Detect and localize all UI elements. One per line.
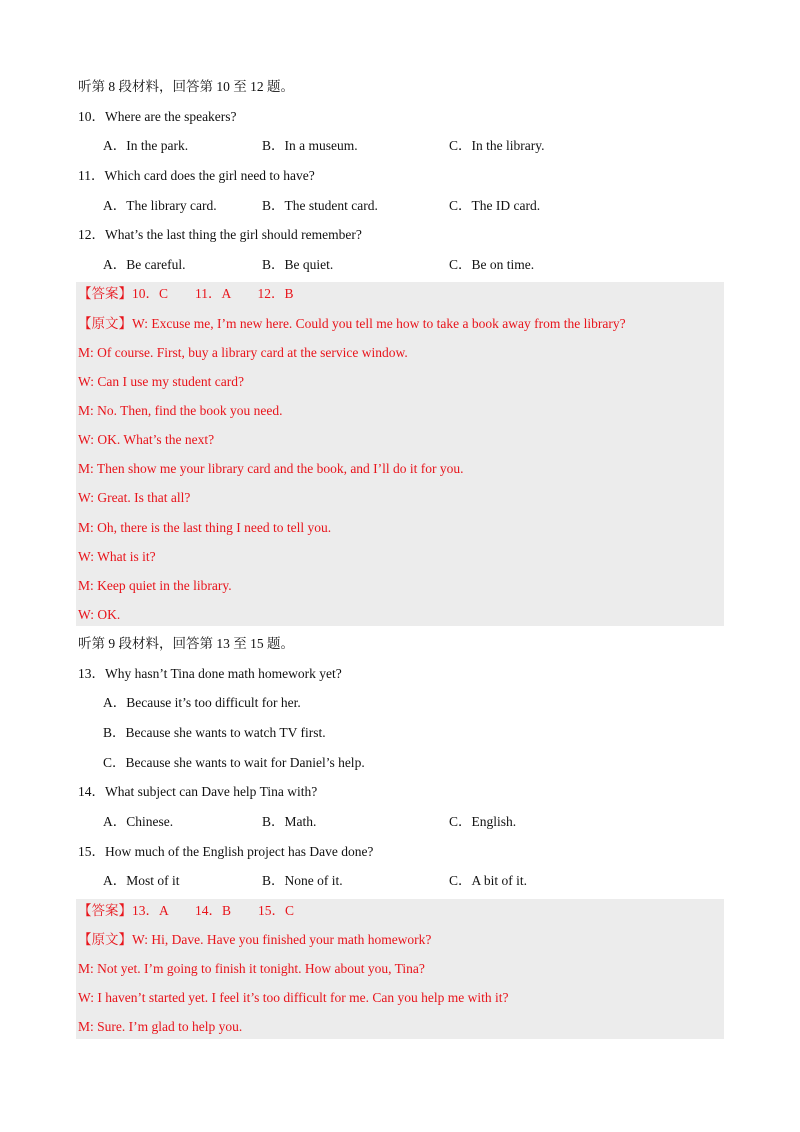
transcript-line: W: OK.	[78, 607, 121, 622]
transcript-line: W: What is it?	[78, 549, 156, 564]
question-15-option-c: C．A bit of it.	[449, 873, 528, 888]
question-15-option-b: B．None of it.	[262, 873, 343, 888]
transcript-line: 【原文】W: Hi, Dave. Have you finished your math homework?	[78, 932, 432, 947]
question-15-stem: 15．How much of the English project has Dave done?	[78, 844, 374, 859]
transcript-line: M: Then show me your library card and the book, and I’ll do it for you.	[78, 461, 464, 476]
transcript-line: W: Great. Is that all?	[78, 490, 191, 505]
question-10-option-b: B．In a museum.	[262, 138, 358, 153]
transcript-line: M: Oh, there is the last thing I need to tell you.	[78, 520, 332, 535]
question-14-stem: 14．What subject can Dave help Tina with?	[78, 784, 318, 799]
question-13-option-a: A．Because it’s too difficult for her.	[103, 695, 301, 710]
question-11-option-a: A．The library card.	[103, 198, 217, 213]
question-10-option-c: C．In the library.	[449, 138, 545, 153]
question-14-option-c: C．English.	[449, 814, 517, 829]
question-10-option-a: A．In the park.	[103, 138, 189, 153]
question-10-stem: 10．Where are the speakers?	[78, 109, 237, 124]
transcript-label: 【原文】	[78, 932, 132, 947]
answer-text: 10．C 11．A 12．B	[132, 286, 294, 301]
transcript-label: 【原文】	[78, 316, 132, 331]
answer-line-9	[78, 900, 294, 922]
question-12-option-c: C．Be on time.	[449, 257, 535, 272]
question-11-option-b: B．The student card.	[262, 198, 378, 213]
question-11-stem: 11．Which card does the girl need to have?	[78, 168, 315, 183]
question-14-option-a: A．Chinese.	[103, 814, 174, 829]
answer-label: 【答案】	[78, 903, 132, 918]
section-8-intro: 听第 8 段材料，回答第 10 至 12 题。	[78, 79, 294, 94]
transcript-line: W: OK. What’s the next?	[78, 432, 215, 447]
answer-line-8	[78, 283, 294, 305]
question-11-option-c: C．The ID card.	[449, 198, 541, 213]
question-15-option-a: A．Most of it	[103, 873, 180, 888]
question-12-option-a: A．Be careful.	[103, 257, 186, 272]
transcript-line: M: Sure. I’m glad to help you.	[78, 1019, 243, 1034]
section-9-intro: 听第 9 段材料，回答第 13 至 15 题。	[78, 636, 294, 651]
question-13-stem: 13．Why hasn’t Tina done math homework yet?	[78, 666, 342, 681]
answer-label: 【答案】	[78, 286, 132, 301]
transcript-line: W: Can I use my student card?	[78, 374, 244, 389]
transcript-line: 【原文】W: Excuse me, I’m new here. Could you tell me how to take a book away from the library?	[78, 316, 626, 331]
transcript-line: M: Not yet. I’m going to finish it tonight. How about you, Tina?	[78, 961, 425, 976]
question-14-option-b: B．Math.	[262, 814, 317, 829]
answer-text: 13．A 14．B 15．C	[132, 903, 295, 918]
question-13-option-b: B．Because she wants to watch TV first.	[103, 725, 326, 740]
question-12-stem: 12．What’s the last thing the girl should remember?	[78, 227, 362, 242]
transcript-line: W: I haven’t started yet. I feel it’s too difficult for me. Can you help me with it?	[78, 990, 509, 1005]
transcript-line: M: Of course. First, buy a library card at the service window.	[78, 345, 408, 360]
question-12-option-b: B．Be quiet.	[262, 257, 334, 272]
transcript-line: M: No. Then, find the book you need.	[78, 403, 283, 418]
transcript-line: M: Keep quiet in the library.	[78, 578, 232, 593]
question-13-option-c: C．Because she wants to wait for Daniel’s help.	[103, 755, 365, 770]
